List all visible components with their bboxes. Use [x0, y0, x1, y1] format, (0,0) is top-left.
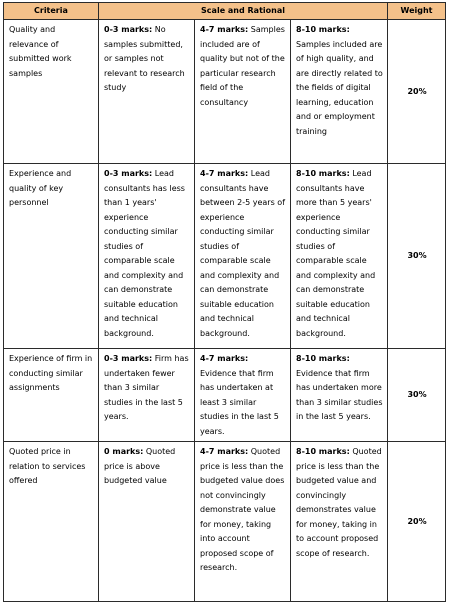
- mid-marks-label: 4-7 marks:: [200, 447, 249, 456]
- high-marks-label: 8-10 marks:: [296, 354, 350, 363]
- weight-cell: 30%: [388, 164, 446, 349]
- table-row: [4, 20, 446, 164]
- mid-score-text: Samples included are of quality but not of the particular research field of the consultancy: [200, 25, 285, 107]
- high-score-cell: [291, 349, 388, 442]
- high-marks-label: 8-10 marks:: [296, 447, 350, 456]
- low-score-cell: [99, 20, 195, 164]
- criteria-cell: Experience of firm in conducting similar assignments: [4, 349, 99, 442]
- low-marks-label: 0 marks:: [104, 447, 144, 456]
- low-score-cell: [99, 442, 195, 602]
- high-score-text: Samples included are of high quality, and are directly related to the fields of digital learning, education and or employment training: [296, 39, 383, 136]
- criteria-header: Criteria: [4, 3, 99, 20]
- mid-score-text: Quoted price is less than the budgeted value does not convincingly demonstrate value for money, taking into account proposed scope of research.: [200, 447, 285, 572]
- mid-marks-label: 4-7 marks:: [200, 354, 249, 363]
- high-score-cell: [291, 20, 388, 164]
- mid-score-cell: [195, 442, 291, 602]
- evaluation-criteria-table: [3, 2, 446, 602]
- mid-score-text: Evidence that firm has undertaken at least 3 similar studies in the last 5 years.: [200, 368, 279, 436]
- low-score-text: Firm has undertaken fewer than 3 similar studies in the last 5 years.: [104, 354, 189, 421]
- weight-cell: 20%: [388, 442, 446, 602]
- criteria-cell: Experience and quality of key personnel: [4, 164, 99, 349]
- high-marks-label: 8-10 marks:: [296, 169, 350, 178]
- mid-score-text: Lead consultants have between 2-5 years of experience conducting similar studies of comparable scale and complexity and can demonstrate suitable education and technical background.: [200, 169, 286, 338]
- low-marks-label: 0-3 marks:: [104, 169, 153, 178]
- weight-cell: 30%: [388, 349, 446, 442]
- high-marks-label: 8-10 marks:: [296, 25, 350, 34]
- high-score-cell: [291, 442, 388, 602]
- mid-marks-label: 4-7 marks:: [200, 25, 249, 34]
- table-row: [4, 164, 446, 349]
- criteria-cell: Quoted price in relation to services offered: [4, 442, 99, 602]
- header-row: [4, 3, 446, 20]
- table-row: [4, 349, 446, 442]
- mid-score-cell: [195, 349, 291, 442]
- table-row: [4, 442, 446, 602]
- weight-header: Weight: [388, 3, 446, 20]
- mid-score-cell: [195, 164, 291, 349]
- high-score-text: Quoted price is less than the budgeted value and convincingly demonstrates value for money, taking in to account proposed scope of research.: [296, 447, 382, 558]
- low-marks-label: 0-3 marks:: [104, 25, 153, 34]
- high-score-cell: [291, 164, 388, 349]
- low-score-cell: [99, 349, 195, 442]
- scale-header: Scale and Rational: [99, 3, 388, 20]
- low-score-text: Lead consultants has less than 1 years' experience conducting similar studies of comparable scale and complexity and can demonstrate suitable education and technical background.: [104, 169, 185, 338]
- criteria-cell: Quality and relevance of submitted work samples: [4, 20, 99, 164]
- low-score-text: No samples submitted, or samples not relevant to research study: [104, 25, 185, 92]
- mid-marks-label: 4-7 marks:: [200, 169, 249, 178]
- low-score-text: Quoted price is above budgeted value: [104, 447, 176, 485]
- mid-score-cell: [195, 20, 291, 164]
- low-score-cell: [99, 164, 195, 349]
- weight-cell: 20%: [388, 20, 446, 164]
- low-marks-label: 0-3 marks:: [104, 354, 153, 363]
- high-score-text: Lead consultants have more than 5 years' experience conducting similar studies of comparable scale and complexity and can demonstrate suitable education and technical background.: [296, 169, 376, 338]
- high-score-text: Evidence that firm has undertaken more than 3 similar studies in the last 5 years.: [296, 368, 383, 421]
